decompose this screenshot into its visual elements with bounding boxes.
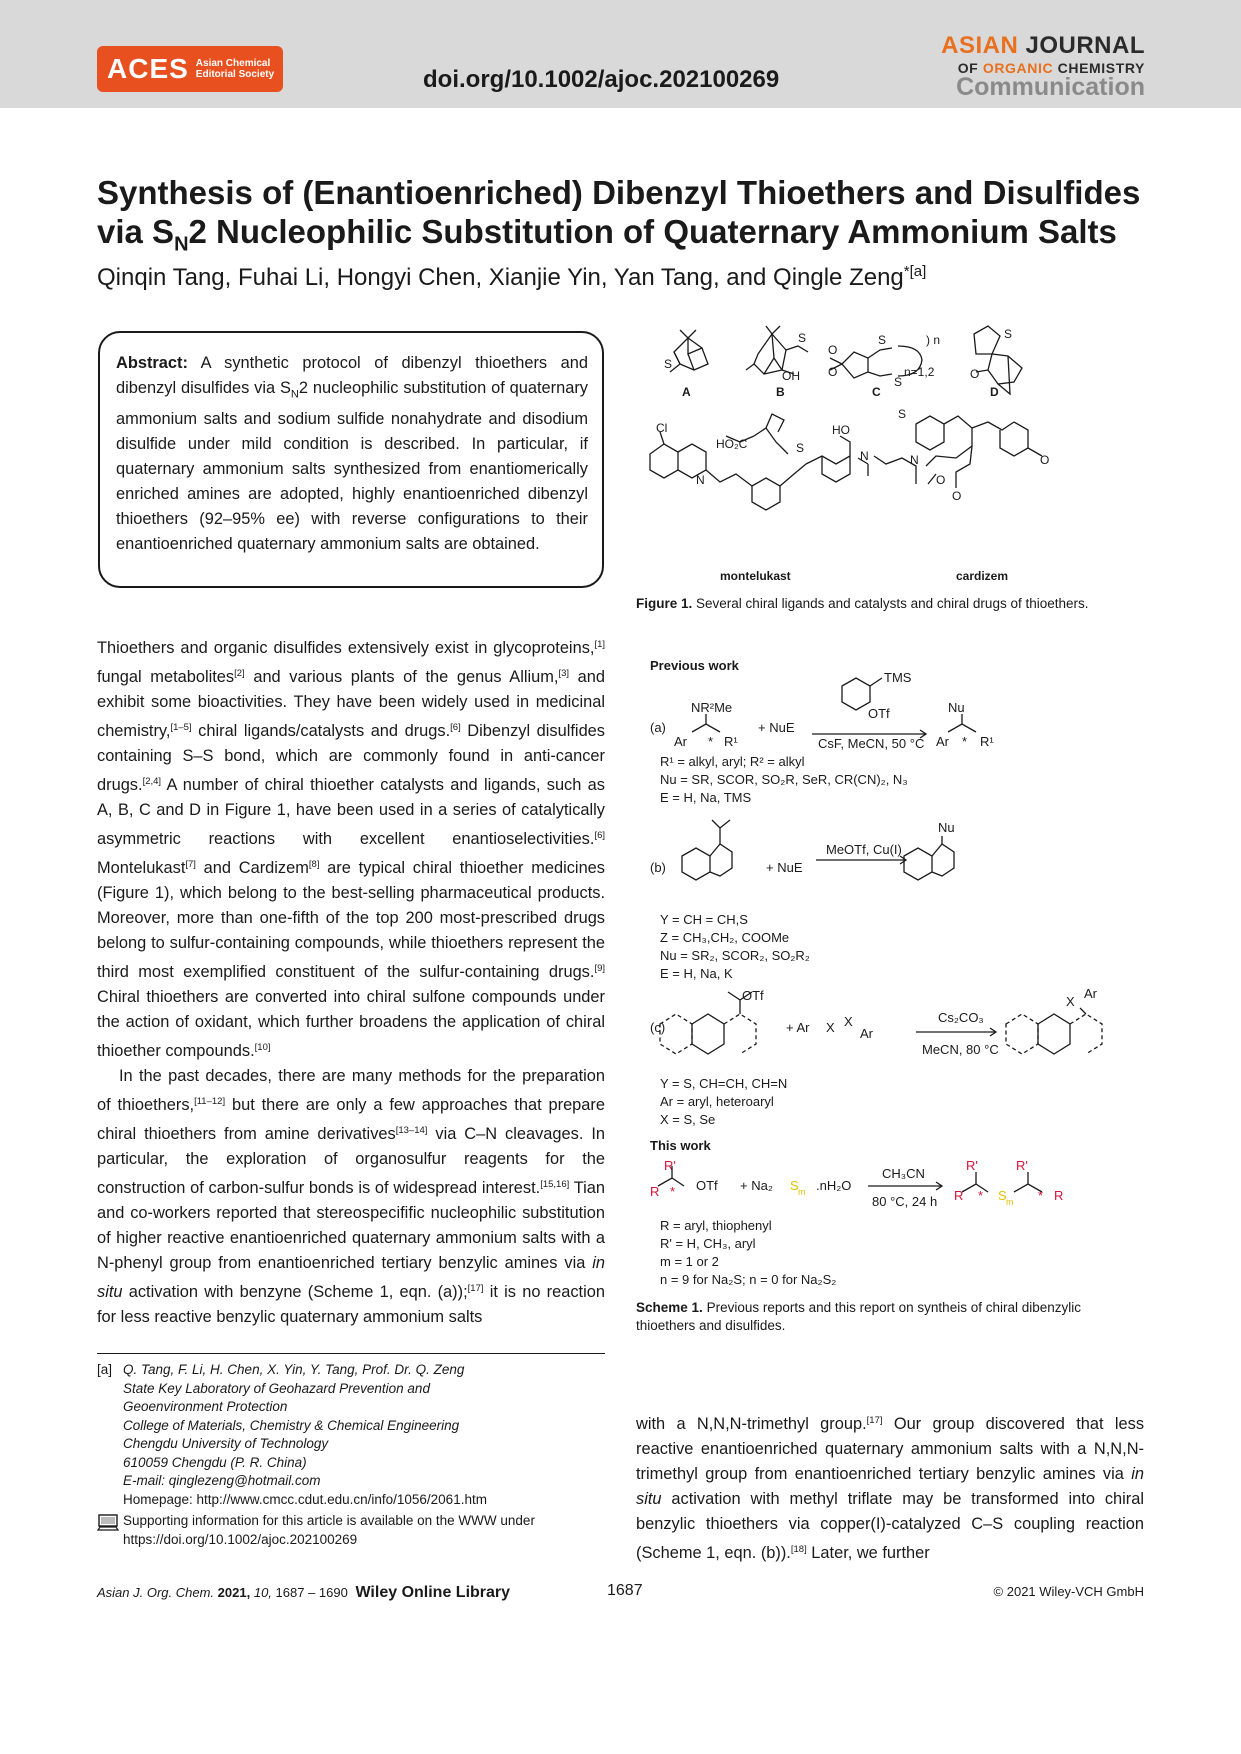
footnote-affil-5: 610059 Chengdu (P. R. China) <box>123 1454 307 1470</box>
figure-1-caption <box>636 595 1144 613</box>
svg-text:Z = CH₃,CH₂, COOMe: Z = CH₃,CH₂, COOMe <box>660 930 790 945</box>
author-list <box>97 263 926 292</box>
svg-text:+ Ar: + Ar <box>786 1020 810 1035</box>
svg-text:S: S <box>894 375 903 389</box>
svg-text:m = 1 or 2: m = 1 or 2 <box>660 1254 719 1269</box>
svg-text:MeCN, 80 °C: MeCN, 80 °C <box>922 1042 999 1057</box>
aces-logo-text: ACES <box>107 53 189 84</box>
wiley-online-library-link[interactable]: Wiley Online Library <box>355 1584 511 1601</box>
svg-text:.nH₂O: .nH₂O <box>816 1178 852 1193</box>
author-names: Qinqin Tang, Fuhai Li, Hongyi Chen, Xianjie Yin, Yan Tang, and Qingle Zeng <box>97 264 904 291</box>
svg-text:O: O <box>1040 453 1050 467</box>
this-work-label: This work <box>650 1138 711 1153</box>
citation-ref[interactable]: [1] <box>594 639 605 650</box>
svg-text:R: R <box>954 1188 964 1203</box>
scheme-1-caption-text: Previous reports and this report on syntheis of chiral dibenzylic thioethers and disulfides. <box>636 1300 1081 1333</box>
body-left-column <box>97 632 605 1330</box>
svg-text:*: * <box>1038 1188 1044 1203</box>
svg-text:Ar = aryl, heteroaryl: Ar = aryl, heteroaryl <box>660 1094 774 1109</box>
svg-text:X: X <box>1066 994 1075 1009</box>
svg-text:Y = S, CH=CH, CH=N: Y = S, CH=CH, CH=N <box>660 1076 788 1091</box>
body-paragraph-2: In the past decades, there are many methods for the preparation of thioethers,[11–12] but there are only a few approaches that prepare chiral thioethers from amine derivatives[13–14] via C–N cleavages. In particular, the exploration of organosulfur reagents for the construction of carbon-sulfur bonds is of widespread interest.[15,16] Tian and co-workers reported that stereospecifific nucleophilic substitution of higher reactive enantioenriched quaternary ammonium salts with a N-phenyl group from enantioenriched tertiary benzylic amines via in situ activation with benzyne (Scheme 1, eqn. (a));[17] it is no reaction for less reactive benzylic quaternary ammonium salts <box>97 1067 605 1326</box>
scheme-1-caption <box>636 1299 1144 1335</box>
svg-text:TMS: TMS <box>884 670 912 685</box>
journal-word-of: OF <box>957 60 979 76</box>
svg-text:OH: OH <box>782 369 800 383</box>
svg-text:E = H, Na, K: E = H, Na, K <box>660 966 733 981</box>
svg-text:HO₂C: HO₂C <box>716 437 748 451</box>
footnote <box>97 1361 607 1549</box>
footnote-homepage[interactable]: Homepage: http://www.cmcc.cdut.edu.cn/info/1056/2061.htm <box>123 1491 487 1507</box>
journal-word-journal: JOURNAL <box>1025 32 1145 59</box>
journal-word-chemistry: CHEMISTRY <box>1057 60 1145 76</box>
svg-text:Ar: Ar <box>1084 986 1097 1001</box>
svg-text:E = H, Na, TMS: E = H, Na, TMS <box>660 790 752 805</box>
svg-text:R': R' <box>664 1158 676 1173</box>
svg-text:HO: HO <box>832 423 850 437</box>
structure-d <box>974 326 1022 394</box>
svg-text:80 °C, 24 h: 80 °C, 24 h <box>872 1194 938 1209</box>
citation-ref[interactable]: [17] <box>866 1415 883 1426</box>
figure-1-caption-label: Figure 1. <box>636 596 693 611</box>
svg-text:S: S <box>998 1188 1007 1203</box>
svg-text:OTf: OTf <box>696 1178 718 1193</box>
svg-text:X: X <box>844 1014 853 1029</box>
svg-text:+ NuE: + NuE <box>758 720 795 735</box>
svg-text:R': R' <box>966 1158 978 1173</box>
author-mark[interactable]: *[a] <box>903 263 927 280</box>
svg-text:CsF, MeCN, 50 °C: CsF, MeCN, 50 °C <box>818 736 925 751</box>
citation-ref[interactable]: [7] <box>185 859 196 870</box>
svg-text:*: * <box>978 1188 984 1203</box>
journal-logo <box>941 34 1145 100</box>
citation-ref[interactable]: [2] <box>234 668 245 679</box>
citation-ref[interactable]: [3] <box>558 668 570 679</box>
copyright: © 2021 Wiley-VCH GmbH <box>993 1584 1144 1599</box>
svg-text:+ Na₂: + Na₂ <box>740 1178 773 1193</box>
svg-text:m: m <box>798 1187 806 1197</box>
footnote-authors: Q. Tang, F. Li, H. Chen, X. Yin, Y. Tang, Prof. Dr. Q. Zeng <box>123 1362 465 1377</box>
structure-cardizem <box>858 416 1042 488</box>
citation-ref[interactable]: [9] <box>594 963 605 974</box>
svg-text:NR²Me: NR²Me <box>691 700 733 715</box>
svg-text:S: S <box>796 441 805 455</box>
svg-text:CH₃CN: CH₃CN <box>882 1166 925 1181</box>
svg-text:*: * <box>708 734 714 749</box>
footnote-affil-2: Geoenvironment Protection <box>123 1399 288 1414</box>
svg-text:Nu = SR, SCOR, SO₂R, SeR, CR(C: Nu = SR, SCOR, SO₂R, SeR, CR(CN)₂, N₃ <box>660 772 908 787</box>
fig1-n-label: n=1,2 <box>904 365 935 379</box>
fig1-label-c: C <box>872 385 881 399</box>
previous-work-label: Previous work <box>650 658 739 673</box>
svg-text:N: N <box>860 449 869 463</box>
svg-text:Cl: Cl <box>656 421 668 435</box>
svg-text:Ar: Ar <box>860 1026 873 1041</box>
citation-ref[interactable]: [18] <box>790 1544 807 1555</box>
svg-text:Y = CH = CH,S: Y = CH = CH,S <box>660 912 748 927</box>
svg-text:Ar: Ar <box>674 734 687 749</box>
scheme-1-caption-label: Scheme 1. <box>636 1300 703 1315</box>
citation-ref[interactable]: [6] <box>594 830 605 841</box>
page-footer <box>97 1582 1144 1604</box>
scheme-c-tag: (c) <box>650 1020 666 1035</box>
svg-text:R' = H, CH₃, aryl: R' = H, CH₃, aryl <box>660 1236 756 1251</box>
svg-text:R¹: R¹ <box>980 734 994 749</box>
journal-word-organic: ORGANIC <box>982 60 1054 76</box>
citation-ref[interactable]: [1–5] <box>170 722 192 733</box>
article-type: Communication <box>956 73 1145 101</box>
svg-text:S: S <box>790 1178 799 1193</box>
citation-ref[interactable]: [2,4] <box>142 776 162 787</box>
footer-citation: Asian J. Org. Chem. 2021, 10, 1687 – 1690 Wiley Online Library <box>97 1584 511 1601</box>
svg-text:MeOTf, Cu(I): MeOTf, Cu(I) <box>826 842 902 857</box>
footnote-email[interactable]: E-mail: qinglezeng@hotmail.com <box>123 1473 321 1488</box>
structure-a <box>670 330 708 372</box>
citation-ref[interactable]: [15,16] <box>540 1179 570 1190</box>
scheme-a-tag: (a) <box>650 720 666 735</box>
svg-text:O: O <box>828 365 838 379</box>
svg-text:Cs₂CO₃: Cs₂CO₃ <box>938 1010 984 1025</box>
figure-1 <box>636 324 1144 586</box>
title-line-1: Synthesis of (Enantioenriched) Dibenzyl Thioethers and Disulfides <box>97 174 1141 211</box>
citation-ref[interactable]: [6] <box>450 722 461 733</box>
footnote-rule <box>97 1353 605 1354</box>
svg-text:R: R <box>1054 1188 1064 1203</box>
svg-text:S: S <box>798 331 807 345</box>
footnote-affil-4: Chengdu University of Technology <box>123 1436 329 1451</box>
svg-text:R = aryl, thiophenyl: R = aryl, thiophenyl <box>660 1218 772 1233</box>
footnote-affil-3: College of Materials, Chemistry & Chemical Engineering <box>123 1417 460 1433</box>
doi-link[interactable]: doi.org/10.1002/ajoc.202100269 <box>423 66 780 93</box>
svg-text:X = S, Se: X = S, Se <box>660 1112 716 1127</box>
footnote-tag: [a] <box>97 1362 113 1377</box>
svg-text:S: S <box>898 407 907 421</box>
svg-text:OTf: OTf <box>742 988 764 1003</box>
citation-ref[interactable]: [8] <box>308 859 320 870</box>
computer-icon <box>97 1512 123 1549</box>
body-right-column <box>636 1408 1144 1566</box>
structure-montelukast <box>650 414 850 510</box>
svg-text:S: S <box>878 333 887 347</box>
citation-ref[interactable]: [13–14] <box>395 1125 428 1136</box>
body-paragraph-3: with a N,N,N-trimethyl group.[17] Our group discovered that less reactive enantioenriched quaternary ammonium salts with a N,N,N-trimethyl group from enantioenriched tertiary benzylic amines via in situ activation with methyl triflate may be transformed into chiral benzylic thioethers via copper(I)-catalyzed C–S coupling reaction (Scheme 1, eqn. (b)).[18] Later, we further <box>636 1415 1145 1562</box>
fig1-drug-cardizem: cardizem <box>956 569 1009 583</box>
svg-text:R': R' <box>1016 1158 1028 1173</box>
svg-text:O: O <box>936 473 946 487</box>
supporting-info-text[interactable]: Supporting information for this article is available on the WWW under https://doi.org/10.1002/ajoc.202100269 <box>123 1513 535 1547</box>
svg-text:m: m <box>1006 1197 1014 1207</box>
article-title <box>97 173 1157 265</box>
journal-word-asian: ASIAN <box>941 32 1019 59</box>
svg-text:N: N <box>696 473 705 487</box>
svg-text:R¹: R¹ <box>724 734 738 749</box>
svg-text:O: O <box>828 343 838 357</box>
scheme-1 <box>636 648 1144 1288</box>
page-number: 1687 <box>607 1582 643 1599</box>
scheme-b-tag: (b) <box>650 860 666 875</box>
title-line-2: via $S_N2$ Nucleophilic Substitution of Quaternary Ammonium Salts <box>97 213 1117 256</box>
svg-text:X: X <box>826 1020 835 1035</box>
abstract-box <box>98 331 604 588</box>
svg-text:*: * <box>670 1184 676 1199</box>
body-paragraph-1: Thioethers and organic disulfides extensively exist in glycoproteins,[1] fungal metabolites[2] and various plants of the genus Allium,[3] and exhibit some bioactivities. They have been widely used in medicinal chemistry,[1–5] chiral ligands/catalysts and drugs.[6] Dibenzyl disulfides containing S–S bond, which are commonly found in anti-cancer drugs.[2,4] A number of chiral thioether catalysts and ligands, such as A, B, C and D in Figure 1, have been used in a series of catalytically asymmetric reactions with excellent enantioselectivities.[6] Montelukast[7] and Cardizem[8] are typical chiral thioether medicines (Figure 1), which belong to the best-selling pharmaceutical products. Moreover, more than one-fifth of the top 200 most-prescribed drugs belong to sulfur-containing compounds, while thioethers represent the third most exemplified constituent of the sulfur-containing drugs.[9] Chiral thioethers are converted into chiral sulfone compounds under the action of oxidant, which further broadens the application of chiral thioether compounds.[10] <box>97 639 606 1060</box>
svg-text:*: * <box>962 734 968 749</box>
svg-text:O: O <box>952 489 962 503</box>
svg-text:Nu: Nu <box>938 820 955 835</box>
figure-1-caption-text: Several chiral ligands and catalysts and chiral drugs of thioethers. <box>696 596 1089 611</box>
svg-text:N: N <box>910 453 919 467</box>
svg-text:) n: ) n <box>926 333 941 347</box>
svg-text:R¹ = alkyl, aryl; R² = alkyl: R¹ = alkyl, aryl; R² = alkyl <box>660 754 805 769</box>
svg-text:Nu: Nu <box>948 700 965 715</box>
aces-logo[interactable] <box>97 46 283 92</box>
citation-ref[interactable]: [17] <box>467 1283 484 1294</box>
svg-text:Ar: Ar <box>936 734 949 749</box>
abstract-heading: Abstract: <box>116 354 188 372</box>
fig1-label-b: B <box>776 385 785 399</box>
aces-logo-subtitle: Asian Chemical Editorial Society <box>195 58 275 80</box>
fig1-drug-montelukast: montelukast <box>720 569 791 583</box>
svg-text:O: O <box>970 367 980 381</box>
svg-text:S: S <box>1004 327 1013 341</box>
footnote-affil-1: State Key Laboratory of Geohazard Prevention and <box>123 1380 430 1396</box>
abstract-text: A synthetic protocol of dibenzyl thioethers and dibenzyl disulfides via $S_N2$ nucleophilic substitution of quaternary ammonium salts and sodium sulfide nonahydrate and disodium disulfide under mild condition is described. In particular, if quaternary ammonium salts synthesized from enantiomerically enriched amines are adopted, highly enantioenriched dibenzyl thioethers (92–95% ee) with reverse configurations to their enantioenriched quaternary ammonium salts are obtained. <box>116 354 588 554</box>
citation-ref[interactable]: [11–12] <box>194 1096 226 1107</box>
citation-ref[interactable]: [10] <box>254 1042 271 1053</box>
svg-text:n = 9 for Na₂S; n = 0 for Na₂S: n = 9 for Na₂S; n = 0 for Na₂S₂ <box>660 1272 837 1287</box>
svg-text:+ NuE: + NuE <box>766 860 803 875</box>
svg-text:Nu = SR₂, SCOR₂, SO₂R₂: Nu = SR₂, SCOR₂, SO₂R₂ <box>660 948 810 963</box>
svg-text:S: S <box>664 357 673 371</box>
svg-text:R: R <box>650 1184 660 1199</box>
fig1-label-a: A <box>682 385 691 399</box>
fig1-label-d: D <box>990 385 999 399</box>
svg-text:OTf: OTf <box>868 706 890 721</box>
